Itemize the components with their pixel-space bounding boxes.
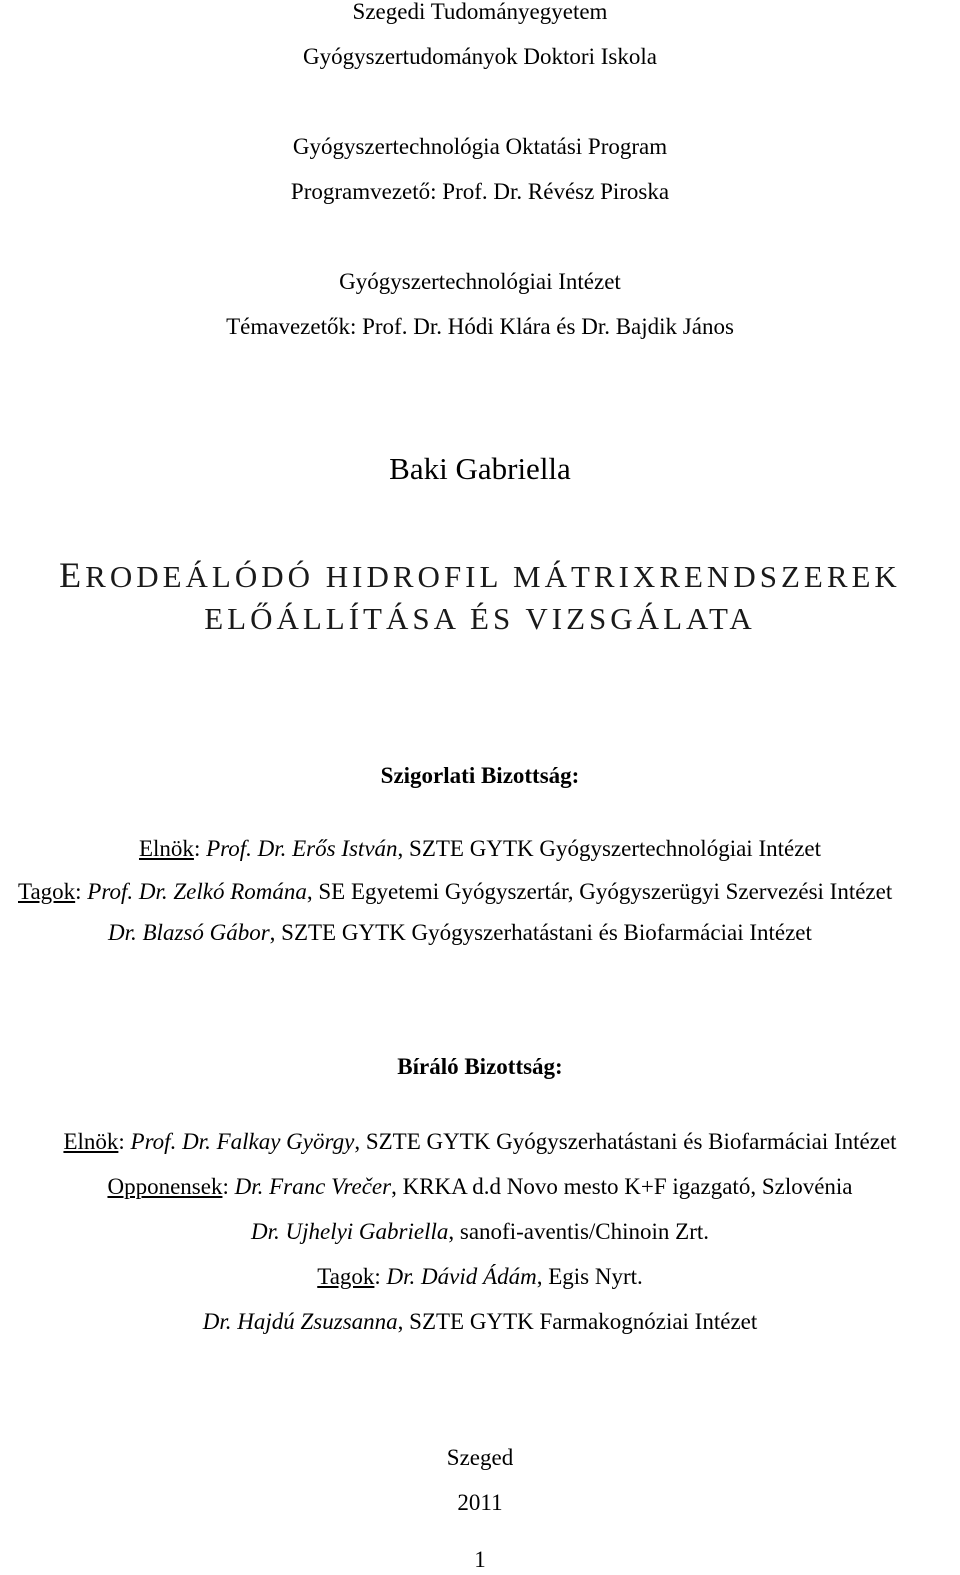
exam-chair-line: Elnök: Prof. Dr. Erős István, SZTE GYTK Gyógyszertechnológiai Intézet xyxy=(138,836,822,861)
title-line-1-rest: RODEÁLÓDÓ HIDROFIL MÁTRIXRENDSZEREK xyxy=(85,559,901,594)
review-chair-name: Prof. Dr. Falkay György xyxy=(130,1129,355,1154)
exam-chair-affiliation: , SZTE GYTK Gyógyszertechnológiai Intézet xyxy=(397,836,822,861)
thesis-title-line-2: ELŐÁLLÍTÁSA ÉS VIZSGÁLATA xyxy=(204,601,756,636)
supervisors-line xyxy=(0,315,960,338)
title-initial: E xyxy=(59,555,86,595)
supervisors-names: Prof. Dr. Hódi Klára és Dr. Bajdik János xyxy=(362,314,734,339)
doctoral-school: Gyógyszertudományok Doktori Iskola xyxy=(303,44,657,69)
review-members-label: Tagok xyxy=(317,1264,375,1289)
exam-member-2-name: Dr. Blazsó Gábor xyxy=(108,920,270,945)
review-member-1-name: Dr. Dávid Ádám xyxy=(386,1264,537,1289)
program-leader-label: Programvezető: xyxy=(290,179,437,204)
review-chair-label: Elnök xyxy=(63,1129,119,1154)
exam-member-1-line: Tagok: Prof. Dr. Zelkó Romána, SE Egyetemi Gyógyszertár, Gyógyszerügyi Szervezési Intézet xyxy=(18,879,893,904)
opponent-2-line xyxy=(0,1220,960,1243)
city: Szeged xyxy=(446,1445,514,1470)
opponents-label: Opponensek xyxy=(107,1174,223,1199)
university-name: Szegedi Tudományegyetem xyxy=(352,0,608,24)
review-member-2-affiliation: , SZTE GYTK Farmakognóziai Intézet xyxy=(397,1309,758,1334)
year: 2011 xyxy=(457,1490,503,1515)
exam-committee-heading: Szigorlati Bizottság: xyxy=(380,763,580,788)
exam-member-2-affiliation: , SZTE GYTK Gyógyszerhatástani és Biofarmáciai Intézet xyxy=(269,920,812,945)
opponent-2-affiliation: , sanofi-aventis/Chinoin Zrt. xyxy=(448,1219,710,1244)
thesis-title-line-1 xyxy=(0,557,960,593)
supervisors-label: Témavezetők: xyxy=(226,314,357,339)
review-member-1-affiliation: , Egis Nyrt. xyxy=(536,1264,643,1289)
exam-chair-label: Elnök xyxy=(138,836,194,861)
institute-name: Gyógyszertechnológiai Intézet xyxy=(339,269,621,294)
review-member-2-name: Dr. Hajdú Zsuzsanna xyxy=(202,1309,398,1334)
page-number: 1 xyxy=(474,1547,486,1572)
opponent-1-name: Dr. Franc Vrečer xyxy=(234,1174,392,1199)
exam-chair-name: Prof. Dr. Erős István xyxy=(206,836,398,861)
program-leader-name: Prof. Dr. Révész Piroska xyxy=(442,179,670,204)
exam-member-1-name: Prof. Dr. Zelkó Romána xyxy=(87,879,307,904)
author-name: Baki Gabriella xyxy=(389,451,571,486)
opponent-2-name: Dr. Ujhelyi Gabriella xyxy=(250,1219,449,1244)
program-leader-line xyxy=(0,180,960,203)
program-name: Gyógyszertechnológia Oktatási Program xyxy=(292,134,668,159)
review-member-1-line: Tagok: Dr. Dávid Ádám, Egis Nyrt. xyxy=(317,1264,643,1289)
review-chair-affiliation: , SZTE GYTK Gyógyszerhatástani és Biofarmáciai Intézet xyxy=(354,1129,897,1154)
review-chair-line: Elnök: Prof. Dr. Falkay György, SZTE GYTK Gyógyszerhatástani és Biofarmáciai Intézet xyxy=(63,1129,897,1154)
opponent-1-line: Opponensek: Dr. Franc Vrečer, KRKA d.d Novo mesto K+F igazgató, Szlovénia xyxy=(107,1174,853,1199)
exam-members-label: Tagok xyxy=(18,879,76,904)
review-member-2-line xyxy=(0,1310,960,1333)
exam-member-1-affiliation: , SE Egyetemi Gyógyszertár, Gyógyszerügyi Szervezési Intézet xyxy=(306,879,893,904)
exam-member-2-line xyxy=(108,921,812,944)
review-committee-heading: Bíráló Bizottság: xyxy=(397,1054,563,1079)
opponent-1-affiliation: , KRKA d.d Novo mesto K+F igazgató, Szlovénia xyxy=(391,1174,853,1199)
